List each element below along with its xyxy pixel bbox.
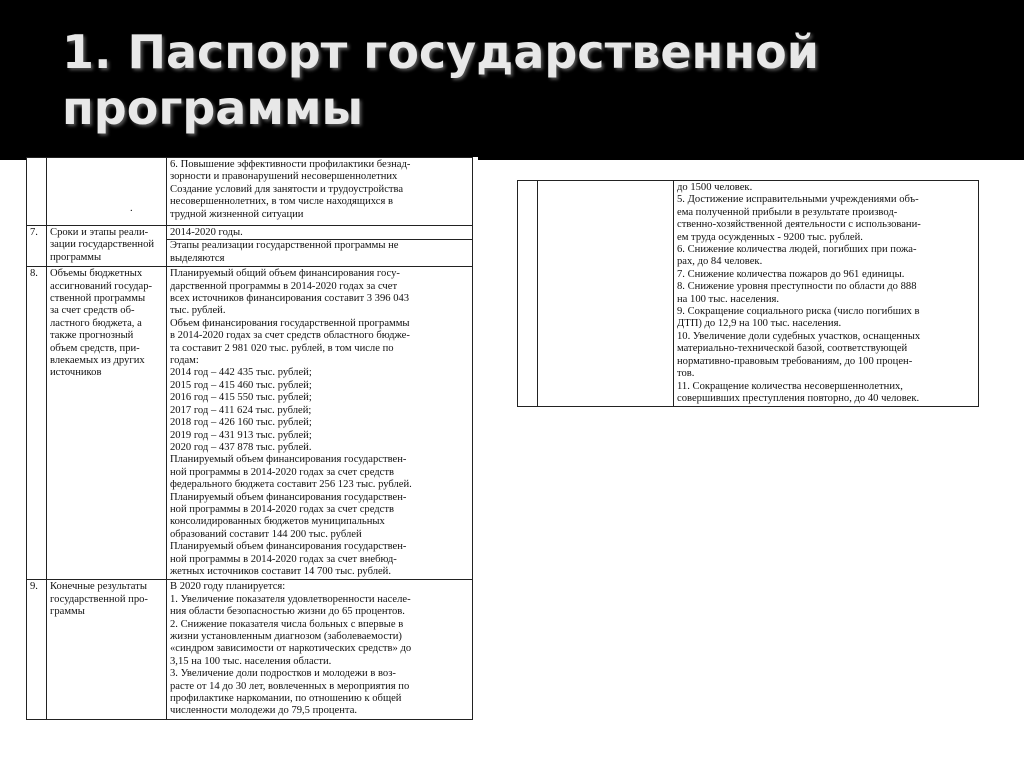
text-line: 2015 год – 415 460 тыс. рублей;	[170, 379, 312, 391]
right-scan-page	[517, 182, 981, 454]
text-line: также прогнозный	[50, 330, 134, 342]
text-line: ной программы в 2014-2020 годах за счет средств	[170, 503, 394, 515]
text-line: Объемы бюджетных	[50, 268, 143, 280]
text-line: дарственной программы в 2014-2020 годах за счет	[170, 280, 398, 292]
row-number: 8.	[27, 267, 47, 580]
text-line: влекаемых из других	[50, 355, 145, 367]
text-line: 9. Сокращение социального риска (число погибших в	[677, 306, 920, 318]
text-line: 2018 год – 426 160 тыс. рублей;	[170, 417, 312, 429]
row-name	[47, 267, 167, 580]
text-line: 6. Повышение эффективности профилактики безнад-	[170, 159, 411, 170]
text-line: 3. Увеличение доли подростков и молодежи в воз-	[170, 668, 396, 680]
table-row-8	[27, 267, 473, 580]
row-number: 9.	[27, 580, 47, 719]
row-name	[47, 226, 167, 267]
text-line: несовершеннолетних, в том числе находящихся в	[170, 196, 393, 208]
text-line: Создание условий для занятости и трудоустройства	[170, 183, 404, 195]
row-content	[167, 580, 473, 719]
row-number	[518, 181, 538, 407]
text-line: консолидированных бюджетов муниципальных	[170, 516, 385, 528]
row-content	[167, 158, 473, 226]
row-content-sub	[167, 239, 472, 265]
text-line: 1. Увеличение показателя удовлетворенности населе-	[170, 593, 411, 605]
table-row-9-continued	[518, 181, 979, 407]
text-line: годам:	[170, 355, 199, 367]
text-line: профилактике наркомании, по отношению к общей	[170, 693, 402, 705]
row-name	[538, 181, 674, 407]
text-line: ния области безопасностью жизни до 65 процентов.	[170, 606, 405, 618]
text-line: источников	[50, 367, 102, 379]
text-line: трудной жизненной ситуации	[170, 208, 304, 220]
text-line: Планируемый объем финансирования государствен-	[170, 491, 407, 503]
text-line: 8. Снижение уровня преступности по области до 888	[677, 281, 917, 293]
scan-mark: .	[130, 203, 133, 214]
slide-title-line-2: программы	[62, 81, 364, 135]
text-line: за счет средств об-	[50, 305, 135, 317]
text-line: тов.	[677, 368, 695, 380]
text-line: Сроки и этапы реали-	[50, 227, 149, 238]
text-line: ственной программы	[50, 293, 146, 305]
text-line: нормативно-правовым требованиям, до 100 процен-	[677, 355, 913, 367]
row-number	[27, 158, 47, 226]
text-line: всех источников финансирования составит 3 396 043	[170, 293, 410, 305]
text-line: 2020 год – 437 878 тыс. рублей.	[170, 441, 312, 453]
text-line: образований составит 144 200 тыс. рублей	[170, 528, 362, 540]
text-line: 7. Снижение количества пожаров до 961 единицы.	[677, 268, 905, 280]
text-line: численности молодежи до 79,5 процента.	[170, 705, 358, 717]
row-name	[47, 580, 167, 719]
text-line: 10. Увеличение доли судебных участков, оснащенных	[677, 330, 921, 342]
text-line: Объем финансирования государственной программы	[170, 317, 410, 329]
text-line: «синдром зависимости от наркотических средств» до	[170, 643, 412, 655]
text-line: программы	[50, 251, 102, 263]
table-row-6	[27, 158, 473, 226]
text-line: 2016 год – 415 550 тыс. рублей;	[170, 392, 312, 404]
row-content	[167, 267, 473, 580]
text-line: 5. Достижение исправительными учреждениями объ-	[677, 194, 919, 206]
text-line: ственно-хозяйственной деятельности с использовани-	[677, 219, 921, 231]
table-row-9	[27, 580, 473, 719]
text-line: ДТП) до 12,9 на 100 тыс. населения.	[677, 318, 842, 330]
text-line: в 2014-2020 годах за счет средств областного бюдже-	[170, 330, 410, 342]
slide-title	[62, 24, 819, 136]
text-line: В 2020 году планируется:	[170, 581, 286, 593]
text-line: тыс. рублей.	[170, 305, 226, 317]
text-line: ема полученной прибыли в результате производ-	[677, 206, 898, 218]
row-name	[47, 158, 167, 226]
text-line: Планируемый общий объем финансирования госу-	[170, 268, 400, 280]
text-line: 3,15 на 100 тыс. населения области.	[170, 655, 332, 667]
text-line: 2019 год – 431 913 тыс. рублей;	[170, 429, 312, 441]
text-line: ассигнований государ-	[50, 280, 153, 292]
text-line: 2014-2020 годы.	[170, 227, 243, 238]
text-line: 2014 год – 442 435 тыс. рублей;	[170, 367, 312, 379]
left-scan-page	[26, 157, 478, 753]
text-line: Планируемый объем финансирования государствен-	[170, 454, 407, 466]
row-content	[167, 226, 473, 267]
passport-table-right	[517, 180, 979, 407]
text-line: выделяются	[170, 252, 225, 264]
text-line: зации государственной	[50, 239, 155, 251]
text-line: до 1500 человек.	[677, 182, 753, 193]
text-line: Конечные результаты	[50, 581, 147, 593]
text-line: ной программы в 2014-2020 годах за счет средств	[170, 466, 394, 478]
passport-table-left	[26, 157, 473, 720]
text-line: на 100 тыс. населения.	[677, 293, 780, 305]
text-line: жетных источников составит 14 700 тыс. рублей.	[170, 565, 391, 577]
text-line: совершивших преступления повторно, до 40 человек.	[677, 392, 920, 404]
text-line: 2017 год – 411 624 тыс. рублей;	[170, 404, 312, 416]
text-line: объем средств, при-	[50, 342, 140, 354]
text-line: материально-технической базой, соответствующей	[677, 343, 908, 355]
table-row-7	[27, 226, 473, 267]
text-line: расте от 14 до 30 лет, вовлеченных в мероприятия по	[170, 680, 410, 692]
text-line: 11. Сокращение количества несовершеннолетних,	[677, 380, 903, 392]
text-line: государственной про-	[50, 593, 148, 605]
row-content	[674, 181, 979, 407]
text-line: ластного бюджета, а	[50, 317, 142, 329]
text-line: граммы	[50, 606, 85, 618]
text-line: 2. Снижение показателя числа больных с впервые в	[170, 618, 404, 630]
text-line: рах, до 84 человек.	[677, 256, 763, 268]
text-line: 6. Снижение количества людей, погибших при пожа-	[677, 244, 917, 256]
text-line: Этапы реализации государственной программы не	[170, 240, 399, 252]
text-line: жизни установленным диагнозом (заболеваемости)	[170, 631, 402, 642]
text-line: ной программы в 2014-2020 годах за счет внебюд-	[170, 553, 397, 565]
text-line: зорности и правонарушений несовершеннолетних	[170, 171, 398, 183]
slide-title-line-1: 1. Паспорт государственной	[62, 25, 819, 79]
text-line: ем труда осужденных - 9200 тыс. рублей.	[677, 231, 863, 243]
text-line: та составит 2 981 020 тыс. рублей, в том числе по	[170, 342, 394, 354]
text-line: федерального бюджета составит 256 123 тыс. рублей.	[170, 479, 412, 491]
text-line: Планируемый объем финансирования государствен-	[170, 541, 407, 553]
row-number: 7.	[27, 226, 47, 267]
